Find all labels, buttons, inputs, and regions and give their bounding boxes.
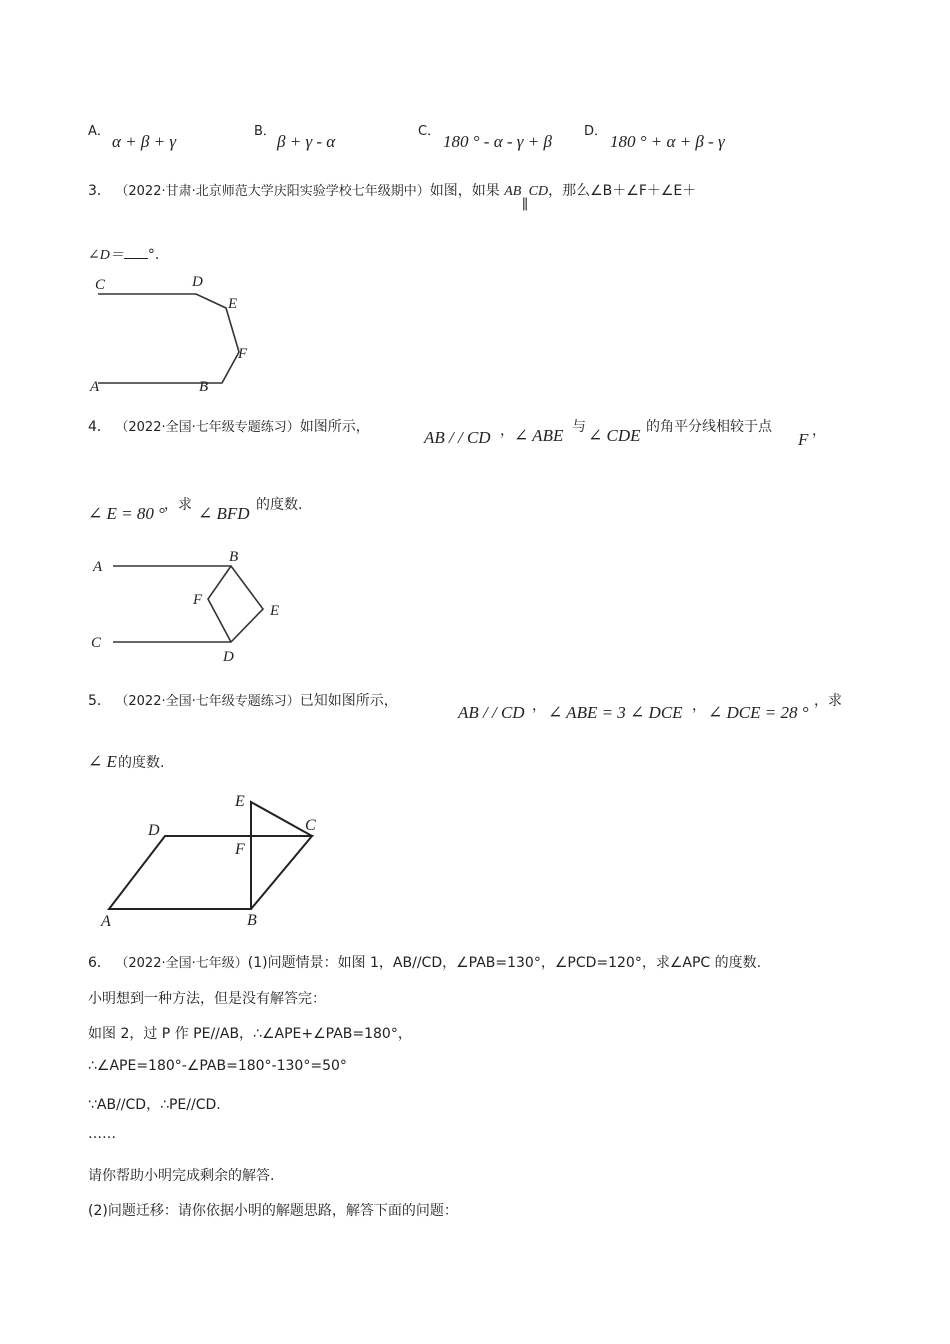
q4-text2: 的角平分线相较于点 (646, 419, 772, 435)
q3-label-d: D (192, 274, 203, 290)
q5-label-b: B (247, 912, 257, 929)
q6-source: （2022·全国·七年级） (115, 956, 248, 971)
q5-triangle-lines (251, 802, 312, 909)
q4-label-d: D (223, 649, 234, 665)
q6-line1 (88, 952, 761, 972)
option-b-expr: β + γ - α (277, 132, 336, 151)
q4-line2-end: 的度数. (256, 497, 303, 513)
q5-line1-head (88, 690, 398, 710)
q4-line2-expr: ∠ E = 80 ° (88, 504, 165, 523)
option-a-letter: A． (88, 124, 110, 139)
q6-text1: (1)问题情景：如图 1，AB//CD，∠PAB=130°，∠PCD=120°，求∠APC 的度数. (247, 955, 762, 971)
q4-line2-text: ，求 (164, 497, 192, 513)
q5-comma2: ， (692, 698, 706, 714)
q4-label-f: F (193, 592, 203, 608)
q5-expr3: ∠ DCE = 28 ° (708, 703, 809, 722)
q3-line2-end: °. (147, 247, 160, 263)
q5-expr1: AB / / CD (458, 703, 525, 722)
q3-line2 (88, 244, 159, 264)
q5-text2: ，求 (814, 693, 842, 709)
option-d-expr: 180 ° + α + β - γ (610, 132, 725, 151)
q4-line1-head (88, 416, 370, 436)
option-c-expr: 180 ° - α - γ + β (443, 132, 552, 151)
q5-label-c: C (305, 817, 316, 834)
q6-line3: 如图 2，过 P 作 PE//AB，∴∠APE+∠PAB=180°， (88, 1026, 412, 1042)
q5-label-d: D (148, 822, 160, 839)
q3-text1: 如图，如果 (429, 183, 500, 199)
q4-source: （2022·全国·七年级专题练习） (115, 420, 300, 435)
q6-number: 6． (88, 955, 111, 971)
q3-number: 3． (88, 183, 111, 199)
q5-label-e: E (235, 793, 245, 810)
q4-expr3: ∠ CDE (588, 426, 641, 445)
q6-line2: 小明想到一种方法，但是没有解答完： (88, 991, 326, 1007)
q4-figure-lines (113, 566, 263, 642)
q3-label-a: A (90, 379, 100, 395)
q4-line2-expr2: ∠ BFD (198, 504, 250, 523)
q5-expr2: ∠ ABE = 3 ∠ DCE (548, 703, 683, 722)
q5-source: （2022·全国·七年级专题练习） (115, 694, 300, 709)
q5-line2-expr: ∠ E (88, 752, 117, 771)
q6-line5: ∵AB//CD，∴PE//CD. (88, 1097, 221, 1113)
q5-comma1: ， (532, 698, 546, 714)
q5-parallelogram (109, 836, 312, 909)
q4-text-yu: 与 (572, 419, 586, 435)
q4-text1: 如图所示， (299, 419, 370, 435)
q3-source: （2022·甘肃·北京师范大学庆阳实验学校七年级期中） (115, 184, 430, 199)
q4-figure (85, 545, 290, 670)
q3-ab: AB (504, 184, 522, 199)
q3-label-f: F (238, 346, 248, 362)
q4-expr1: AB / / CD (424, 428, 491, 447)
option-c-letter: C． (418, 124, 441, 139)
q6-line6: …… (88, 1126, 116, 1142)
q3-label-e: E (228, 296, 238, 312)
q4-number: 4． (88, 419, 111, 435)
q3-text2: ，那么∠B＋∠F＋∠E＋ (548, 183, 697, 199)
q5-number: 5． (88, 693, 111, 709)
q5-label-a: A (101, 913, 111, 930)
q6-line8: (2)问题迁移：请你依据小明的解题思路，解答下面的问题： (88, 1203, 458, 1219)
q3-parallel: ∥ (521, 198, 529, 213)
q4-comma-end: ， (812, 423, 826, 439)
q5-text1: 已知如图所示， (299, 693, 398, 709)
q3-figure-lines (98, 294, 239, 383)
q3-line2-start: ∠D＝ (88, 248, 124, 263)
q6-line4: ∴∠APE=180°-∠PAB=180°-130°=50° (88, 1058, 347, 1074)
q5-figure (95, 785, 335, 930)
q4-label-a: A (93, 559, 103, 575)
q4-label-b: B (229, 549, 239, 565)
option-a-expr: α + β + γ (112, 132, 177, 151)
q3-answer-blank (124, 244, 148, 259)
q3-figure (85, 270, 265, 395)
q4-label-c: C (91, 635, 102, 651)
q4-point-f: F (798, 430, 809, 449)
q3-cd: CD (528, 184, 549, 199)
q4-figure-bisectors (208, 566, 231, 642)
option-d-letter: D． (584, 124, 608, 139)
q5-line2-text: 的度数. (118, 755, 165, 771)
q3-label-b: B (199, 379, 209, 395)
q6-line7: 请你帮助小明完成剩余的解答. (88, 1168, 275, 1184)
option-b-letter: B． (254, 124, 276, 139)
q4-label-e: E (270, 603, 280, 619)
q4-comma: ， (500, 423, 514, 439)
q3-line1 (88, 180, 697, 213)
q4-expr2: ∠ ABE (514, 426, 564, 445)
q5-label-f: F (235, 841, 245, 858)
q3-label-c: C (95, 277, 106, 293)
